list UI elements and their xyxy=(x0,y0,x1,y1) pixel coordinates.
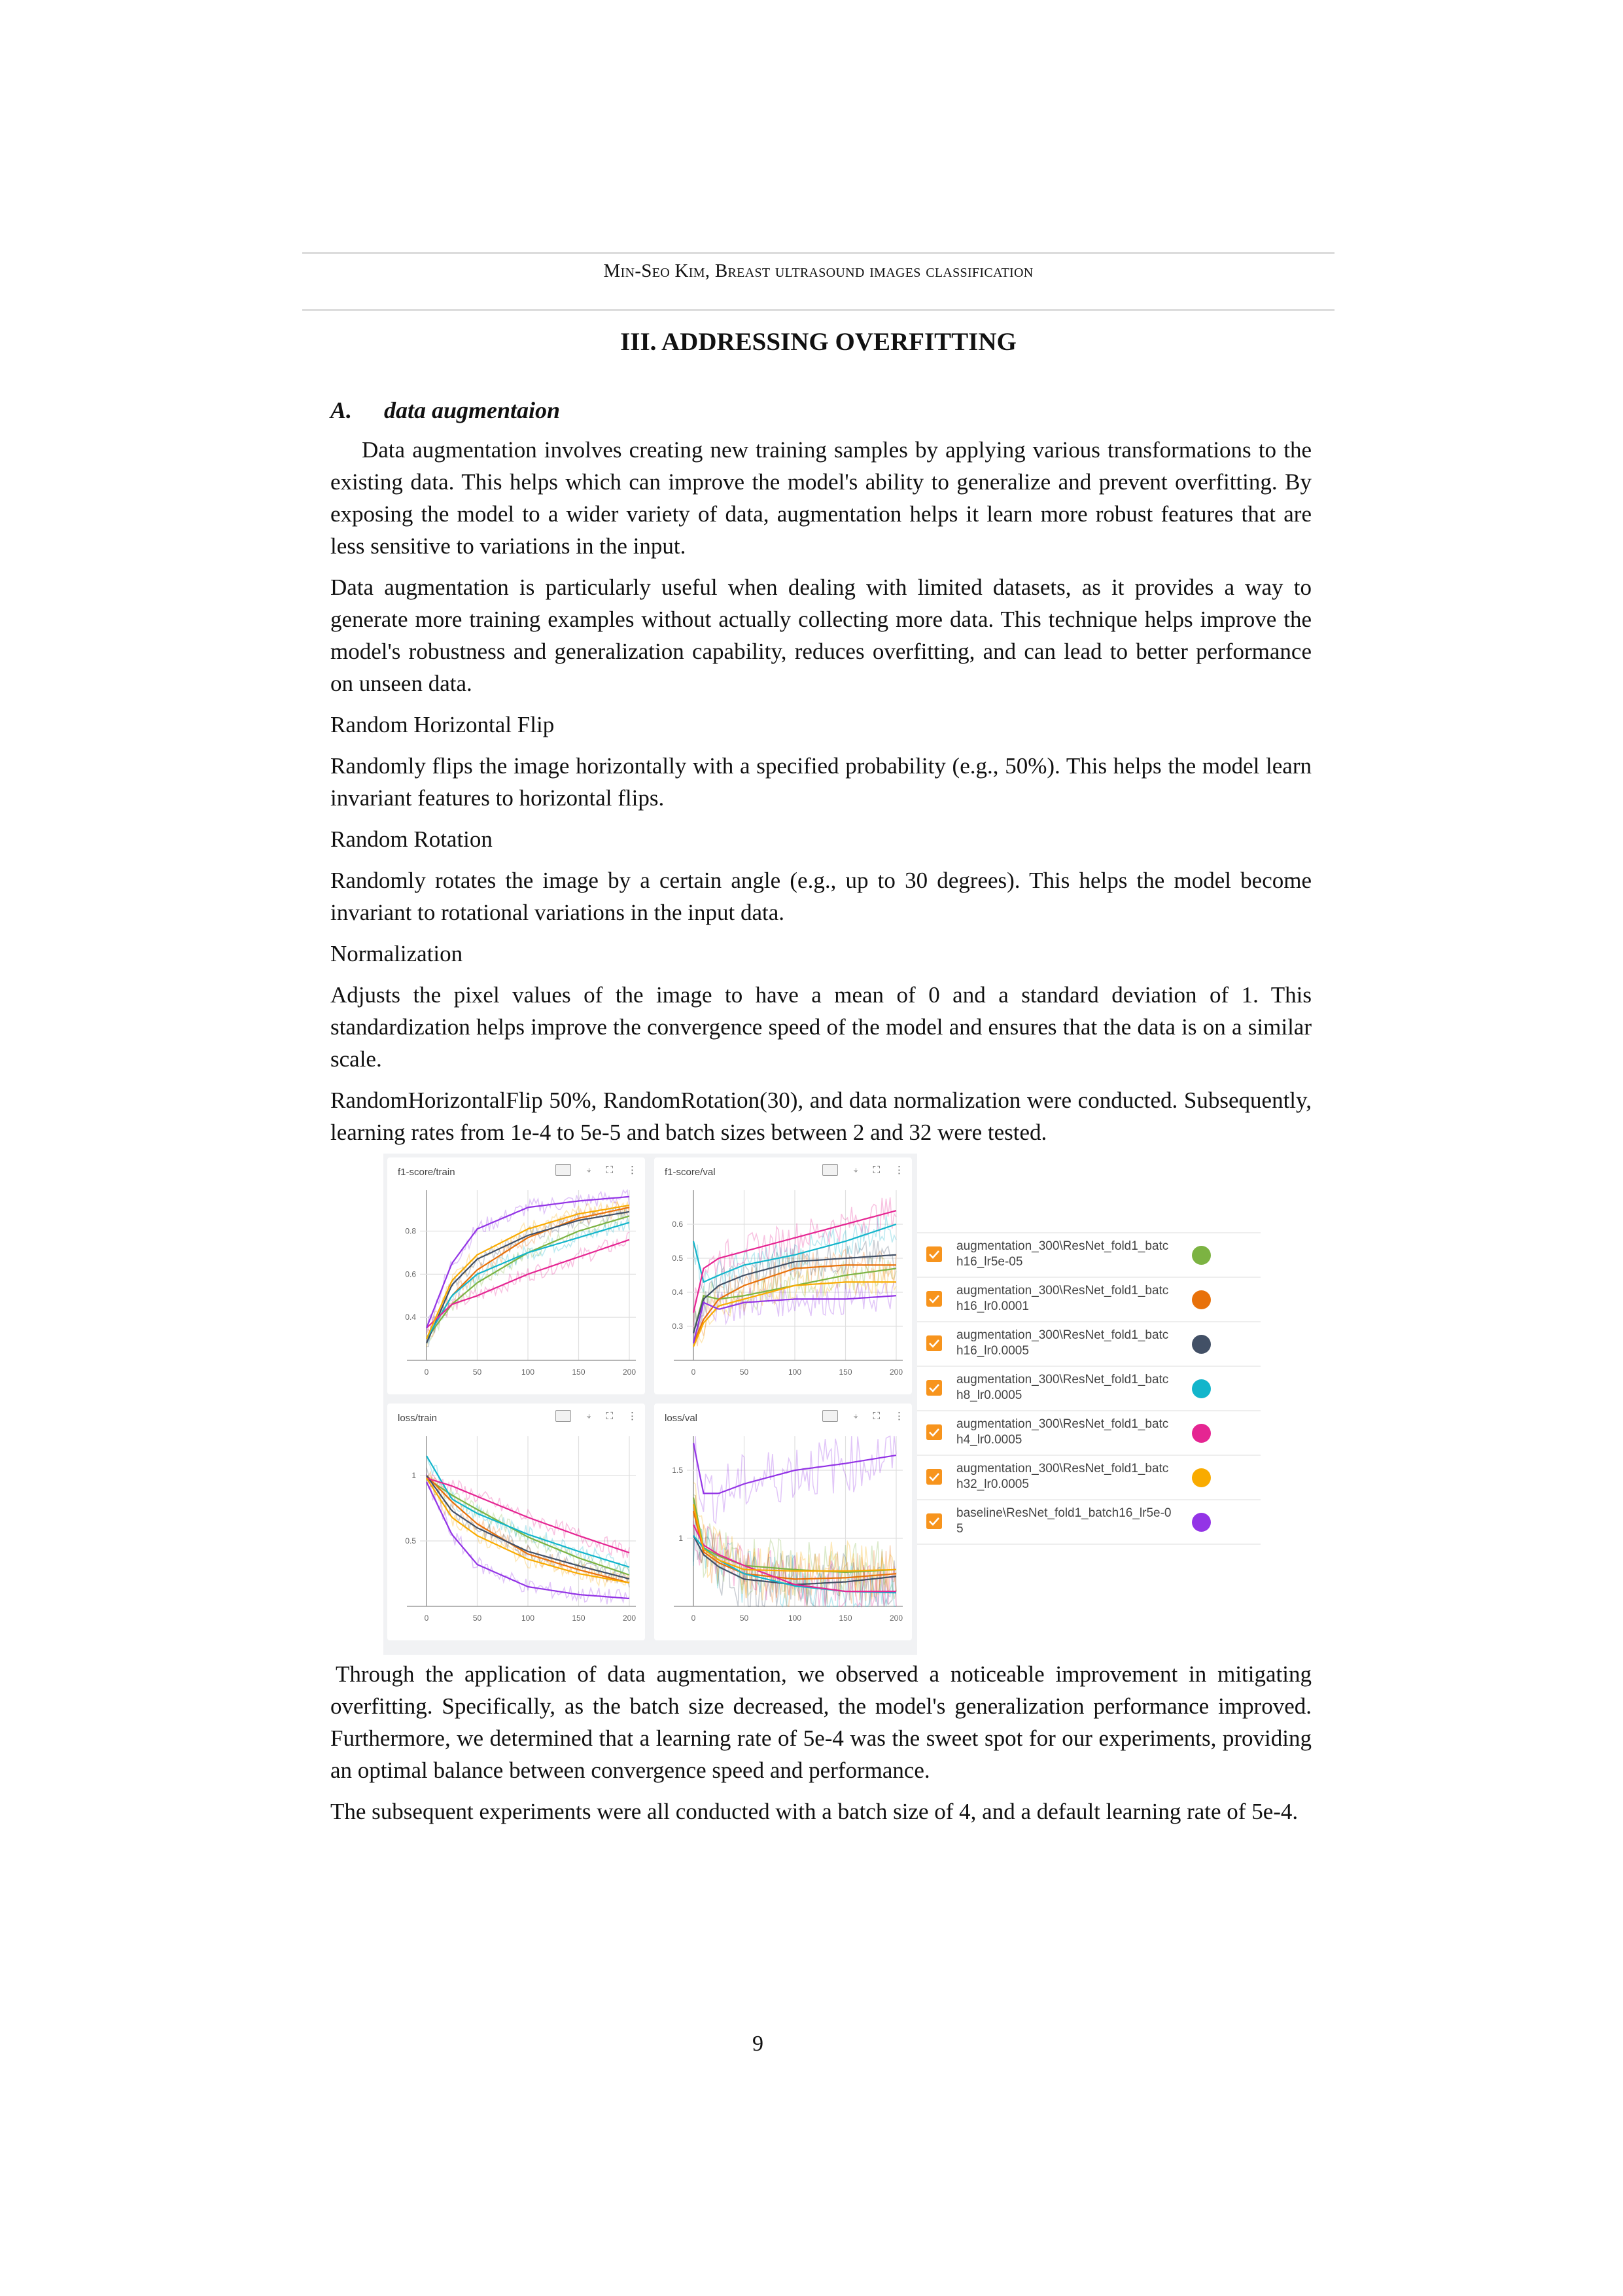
chart-toolbar xyxy=(822,1164,904,1176)
x-tick-label: 0 xyxy=(424,1614,429,1623)
chart-title: f1-score/train xyxy=(398,1167,455,1178)
technique-heading: Random Rotation xyxy=(330,826,493,852)
run-name: augmentation_300\ResNet_fold1_batch32_lr0.0005 xyxy=(956,1462,1169,1491)
chart-title: loss/val xyxy=(665,1413,698,1424)
y-tick-label: 0.8 xyxy=(405,1226,416,1236)
fullscreen-icon[interactable]: ⛶ xyxy=(606,1164,613,1176)
run-color-swatch[interactable] xyxy=(1192,1513,1211,1532)
legend-row[interactable] xyxy=(917,1455,1261,1499)
chart-card-loss-val xyxy=(654,1404,912,1640)
paragraph: RandomHorizontalFlip 50%, RandomRotation(30), and data normalization were conducted. Subsequently, learning rates from 1e-4 to 5e-5 and batch sizes between 2 and 32 were tested. xyxy=(330,1087,1312,1145)
subsection-title: data augmentaion xyxy=(384,397,561,423)
chart-toolbar xyxy=(555,1410,637,1422)
more-vert-icon[interactable]: ⋮ xyxy=(627,1164,637,1176)
fullscreen-icon[interactable]: ⛶ xyxy=(873,1410,880,1422)
running-head: Min-Seo Kim, Breast ultrasound images classification xyxy=(603,260,1034,281)
paragraph: Data augmentation is particularly useful when dealing with limited datasets, as it provides a way to generate more training examples without actually collecting more data. This technique helps improve the model's robustness and generalization capability, reduces overfitting, and can lead to better performance on unseen data. xyxy=(330,574,1312,696)
x-tick-label: 100 xyxy=(788,1614,802,1623)
legend-row[interactable] xyxy=(917,1366,1261,1410)
run-color-swatch[interactable] xyxy=(1192,1335,1211,1354)
run-name: augmentation_300\ResNet_fold1_batch16_lr0.0001 xyxy=(956,1284,1169,1313)
x-tick-label: 200 xyxy=(889,1368,903,1377)
paragraph: Randomly flips the image horizontally with a specified probability (e.g., 50%). This helps the model learn invariant features to horizontal flips. xyxy=(330,753,1312,811)
body-text-upper xyxy=(330,434,1312,1157)
chart-card-f1-train xyxy=(387,1157,645,1394)
pin-icon[interactable]: ⍖ xyxy=(585,1164,592,1176)
legend-row[interactable] xyxy=(917,1410,1261,1455)
technique-heading: Normalization xyxy=(330,941,463,966)
checkmark-icon xyxy=(928,1383,940,1393)
legend-row[interactable] xyxy=(917,1321,1261,1366)
run-legend xyxy=(917,1232,1261,1545)
paragraph: The subsequent experiments were all conducted with a batch size of 4, and a default learning rate of 5e-4. xyxy=(330,1799,1299,1824)
run-name: baseline\ResNet_fold1_batch16_lr5e-05 xyxy=(956,1506,1172,1536)
x-tick-label: 100 xyxy=(788,1368,802,1377)
subsection-heading xyxy=(330,397,560,424)
line-chart xyxy=(387,1184,645,1394)
run-name: augmentation_300\ResNet_fold1_batch4_lr0.0005 xyxy=(956,1417,1169,1447)
legend-row[interactable] xyxy=(917,1232,1261,1277)
fit-domain-icon[interactable] xyxy=(822,1410,838,1422)
y-tick-label: 0.4 xyxy=(672,1288,683,1297)
paragraph: Adjusts the pixel values of the image to have a mean of 0 and a standard deviation of 1. This standardization helps improve the convergence speed of the model and ensures that the data is on a similar scale. xyxy=(330,982,1312,1072)
body-text-lower xyxy=(330,1658,1312,1837)
checkmark-icon xyxy=(928,1516,940,1527)
run-color-swatch[interactable] xyxy=(1192,1246,1211,1265)
run-name: augmentation_300\ResNet_fold1_batch16_lr5e-05 xyxy=(956,1239,1169,1269)
y-tick-label: 1 xyxy=(678,1534,683,1543)
run-color-swatch[interactable] xyxy=(1192,1290,1211,1309)
chart-toolbar xyxy=(822,1410,904,1422)
x-tick-label: 200 xyxy=(622,1368,637,1377)
more-vert-icon[interactable]: ⋮ xyxy=(894,1164,904,1176)
y-tick-label: 0.5 xyxy=(672,1254,683,1263)
subsection-number: A. xyxy=(330,397,353,423)
fullscreen-icon[interactable]: ⛶ xyxy=(606,1410,613,1422)
y-tick-label: 1.5 xyxy=(672,1466,683,1475)
x-tick-label: 0 xyxy=(691,1614,696,1623)
pin-icon[interactable]: ⍖ xyxy=(585,1410,592,1422)
line-chart xyxy=(387,1430,645,1640)
x-tick-label: 100 xyxy=(521,1614,535,1623)
checkmark-icon xyxy=(928,1427,940,1438)
section-title: III. ADDRESSING OVERFITTING xyxy=(620,328,1017,356)
run-color-swatch[interactable] xyxy=(1192,1424,1211,1443)
chart-card-f1-val xyxy=(654,1157,912,1394)
chart-toolbar xyxy=(555,1164,637,1176)
chart-title: f1-score/val xyxy=(665,1167,716,1178)
training-curves-figure xyxy=(383,1154,1260,1655)
x-tick-label: 0 xyxy=(424,1368,429,1377)
x-tick-label: 150 xyxy=(572,1614,585,1623)
run-checkbox[interactable] xyxy=(926,1246,942,1262)
y-tick-label: 0.3 xyxy=(672,1322,683,1331)
x-tick-label: 200 xyxy=(622,1614,637,1623)
pin-icon[interactable]: ⍖ xyxy=(852,1410,859,1422)
x-tick-label: 0 xyxy=(691,1368,696,1377)
line-chart xyxy=(654,1430,912,1640)
run-checkbox[interactable] xyxy=(926,1335,942,1351)
y-tick-label: 0.4 xyxy=(405,1313,416,1322)
run-checkbox[interactable] xyxy=(926,1291,942,1307)
run-color-swatch[interactable] xyxy=(1192,1468,1211,1487)
x-tick-label: 50 xyxy=(472,1368,482,1377)
page-number: 9 xyxy=(752,2032,763,2056)
y-tick-label: 0.6 xyxy=(672,1220,683,1229)
more-vert-icon[interactable]: ⋮ xyxy=(894,1410,904,1422)
x-tick-label: 100 xyxy=(521,1368,535,1377)
x-tick-label: 200 xyxy=(889,1614,903,1623)
checkmark-icon xyxy=(928,1338,940,1349)
paragraph: Data augmentation involves creating new training samples by applying various transformations to the existing data. This helps which can improve the model's ability to generalize and prevent overfitting. By exposing the model to a wider variety of data, augmentation helps it learn more robust features that are less sensitive to variations in the input. xyxy=(330,437,1312,559)
fit-domain-icon[interactable] xyxy=(555,1410,571,1422)
x-tick-label: 50 xyxy=(739,1368,749,1377)
run-name: augmentation_300\ResNet_fold1_batch16_lr0.0005 xyxy=(956,1328,1169,1358)
run-color-swatch[interactable] xyxy=(1192,1379,1211,1398)
fit-domain-icon[interactable] xyxy=(555,1164,571,1176)
checkmark-icon xyxy=(928,1472,940,1482)
x-tick-label: 150 xyxy=(839,1368,852,1377)
legend-row[interactable] xyxy=(917,1499,1261,1545)
paragraph: Randomly rotates the image by a certain angle (e.g., up to 30 degrees). This helps the model become invariant to rotational variations in the input data. xyxy=(330,868,1312,925)
x-tick-label: 50 xyxy=(472,1614,482,1623)
paragraph: Through the application of data augmentation, we observed a noticeable improvement in mitigating overfitting. Specifically, as the batch size decreased, the model's generalization performance improved. Furthermore, we determined that a learning rate of 5e-4 was the sweet spot for our experiments, providing an optimal balance between convergence speed and performance. xyxy=(330,1661,1312,1783)
chart-title: loss/train xyxy=(398,1413,438,1424)
legend-row[interactable] xyxy=(917,1277,1261,1321)
run-name: augmentation_300\ResNet_fold1_batch8_lr0.0005 xyxy=(956,1373,1169,1402)
run-checkbox[interactable] xyxy=(926,1513,942,1529)
y-tick-label: 1 xyxy=(411,1471,416,1480)
y-tick-label: 0.5 xyxy=(405,1536,416,1545)
run-checkbox[interactable] xyxy=(926,1380,942,1396)
x-tick-label: 150 xyxy=(572,1368,585,1377)
checkmark-icon xyxy=(928,1249,940,1260)
x-tick-label: 50 xyxy=(739,1614,749,1623)
fit-domain-icon[interactable] xyxy=(822,1164,838,1176)
technique-heading: Random Horizontal Flip xyxy=(330,712,555,737)
checkmark-icon xyxy=(928,1294,940,1304)
header-rule-bottom xyxy=(302,309,1335,311)
run-checkbox[interactable] xyxy=(926,1424,942,1440)
x-tick-label: 150 xyxy=(839,1614,852,1623)
chart-card-loss-train xyxy=(387,1404,645,1640)
pin-icon[interactable]: ⍖ xyxy=(852,1164,859,1176)
run-checkbox[interactable] xyxy=(926,1469,942,1485)
line-chart xyxy=(654,1184,912,1394)
y-tick-label: 0.6 xyxy=(405,1269,416,1279)
fullscreen-icon[interactable]: ⛶ xyxy=(873,1164,880,1176)
header-rule-top xyxy=(302,252,1335,254)
more-vert-icon[interactable]: ⋮ xyxy=(627,1410,637,1422)
